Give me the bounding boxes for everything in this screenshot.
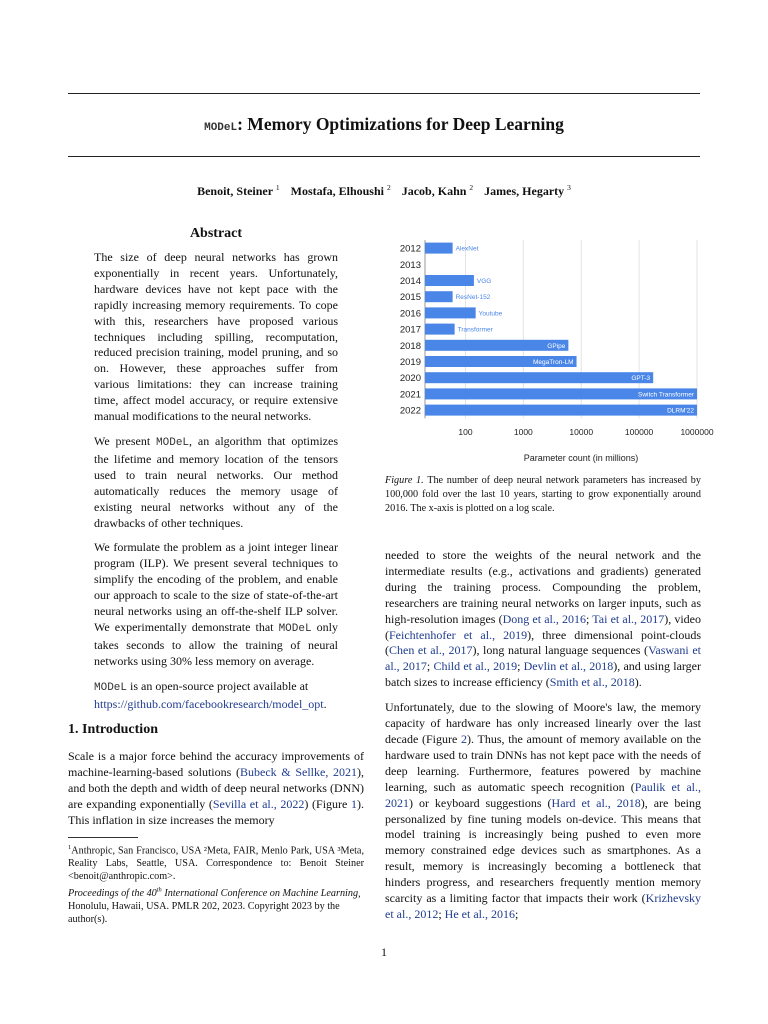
- intro-text: ) (Figure: [304, 796, 351, 811]
- citation-link[interactable]: Devlin et al., 2018: [523, 659, 614, 674]
- x-tick-label: 10000: [569, 427, 594, 438]
- proceedings-edition: 40: [146, 888, 157, 900]
- year-tick-label: 2022: [399, 405, 421, 417]
- citation-link[interactable]: Paulik et al., 2021: [385, 779, 701, 810]
- year-tick-label: 2016: [399, 308, 421, 320]
- year-tick-label: 2020: [399, 373, 421, 385]
- abstract-body: [94, 250, 338, 721]
- abstract-text: We present: [94, 433, 157, 448]
- body-text: ), long natural language sequences (: [472, 643, 649, 658]
- bar: [425, 405, 697, 416]
- intro-text: Scale is a major force behind the accuracy improvements of machine-learning-based solutions (: [68, 749, 364, 779]
- figure-reference-link[interactable]: 1: [350, 796, 357, 811]
- bar-data-label: GPipe: [547, 342, 566, 350]
- citation-link[interactable]: Bubeck & Sellke, 2021: [239, 764, 358, 779]
- author: [402, 184, 473, 198]
- year-tick-label: 2017: [399, 324, 421, 336]
- body-text: Unfortunately, due to the slowing of Moore's law, the memory capacity of hardware has only increased linearly over the last decade (Figure: [385, 700, 701, 746]
- author-affiliation-mark: 2: [469, 183, 474, 192]
- bar: [425, 243, 453, 254]
- abstract-heading: Abstract: [189, 226, 243, 241]
- author-affiliation-mark: 3: [567, 183, 571, 192]
- right-column-body: [385, 548, 701, 932]
- author: [197, 184, 280, 198]
- figure-caption: [385, 474, 701, 516]
- citation-link[interactable]: Smith et al., 2018: [549, 675, 635, 690]
- citation-link[interactable]: Vaswani et al., 2017: [385, 643, 701, 674]
- body-text: ;: [586, 611, 593, 626]
- method-name: MODeL: [278, 622, 312, 635]
- body-text: ;: [514, 906, 519, 921]
- bar-data-label: MegaTron-LM: [532, 359, 574, 366]
- citation-link[interactable]: Feichtenhofer et al., 2019: [389, 627, 528, 642]
- top-rule: [68, 93, 700, 94]
- abstract-paragraph: [94, 540, 338, 669]
- footnote-affiliations: [68, 841, 364, 883]
- body-text: ), are being personalized by fine tuning models on-device. This means that model training is increasingly being pushed to even more memory constrained edge devices such as smartphones. As a result, memory is increasingly becoming a bottleneck that hinders progress, and researchers frequently mention memory scarcity as a limiting factor that impacts their work (: [385, 795, 702, 906]
- parameter-count-chart: [385, 238, 714, 468]
- x-tick-label: 100: [458, 427, 473, 438]
- intro-body: [68, 749, 364, 838]
- abstract-text: only takes seconds to allow the training of neural networks using 30% less memory on average.: [94, 619, 338, 668]
- proceedings-edition-suffix: th: [156, 887, 162, 894]
- abstract-text: The size of deep neural networks has grown exponentially in recent years. Unfortunately, hardware devices have not kept pace with the rapidly increasing memory requirements. To cope with this, researchers have proposed various techniques including spilling, recomputation, reduced precision training, model pruning, and so on. However, these approaches suffer from various limitations: they can increase training time, affect model accuracy, or require extensive manual modifications to the neural networks.: [94, 250, 338, 424]
- body-text: ;: [426, 659, 434, 674]
- bar: [425, 291, 453, 302]
- author-name: Mostafa, Elhoushi: [290, 184, 384, 198]
- abstract-text: We formulate the problem as a joint integer linear program (ILP). We present several techniques to simplify the encoding of the problem, and enable our approach to scale to the size of state-of-the-art neural networks using an off-the-shelf ILP solver. We experimentally demonstrate that: [94, 540, 338, 634]
- abstract-text: , an algorithm that optimizes the lifetime and memory location of the tensors used to train neural networks. Our method automatically reduces the memory usage of existing neural networks without any of the drawbacks of other techniques.: [94, 433, 339, 530]
- x-axis-label: Parameter count (in millions): [523, 453, 639, 464]
- bar-data-label: VGG: [476, 278, 492, 285]
- citation-link[interactable]: Child et al., 2019: [433, 659, 518, 674]
- citation-link[interactable]: Hard et al., 2018: [551, 795, 641, 810]
- year-tick-label: 2019: [399, 357, 421, 368]
- caption-text: The number of deep neural network parameters has increased by 100,000 fold over the last 10 years, starting to grow exponentially around 2016. The x-axis is plotted on a log scale.: [385, 475, 701, 514]
- year-tick-label: 2021: [399, 389, 421, 401]
- author: [484, 184, 571, 198]
- abstract-paragraph: [94, 434, 338, 531]
- body-text: ) or keyboard suggestions (: [409, 795, 552, 810]
- github-link[interactable]: https://github.com/facebookresearch/model_opt: [94, 696, 324, 711]
- proceedings-text: International Conference on Machine Learning: [161, 888, 359, 900]
- bar-data-label: ResNet-152: [455, 294, 491, 302]
- bar: [425, 372, 653, 383]
- citation-link[interactable]: Chen et al., 2017: [389, 643, 473, 658]
- body-paragraph: [385, 548, 701, 691]
- year-tick-label: 2013: [399, 259, 421, 271]
- body-text: ). Thus, the amount of memory available on the hardware used to train DNNs has not kept pace with the needs of deep learning. Furthermore, features powered by machine learning, such as automatic speech recognition (: [385, 731, 701, 794]
- author-name: Jacob, Kahn: [401, 184, 467, 198]
- author-name: Benoit, Steiner: [197, 184, 273, 198]
- title-model-name: MODeL: [204, 122, 238, 134]
- year-tick-label: 2015: [399, 292, 421, 304]
- body-text: ).: [634, 675, 642, 690]
- bar-data-label: Transformer: [457, 326, 493, 334]
- method-name: MODeL: [156, 436, 190, 449]
- bar-data-label: Youtube: [478, 310, 503, 318]
- figure-label: Figure 1.: [385, 475, 424, 486]
- citation-link[interactable]: Sevilla et al., 2022: [212, 796, 305, 811]
- year-tick-label: 2014: [399, 276, 421, 287]
- body-paragraph: [385, 700, 701, 923]
- author-affiliation-mark: 2: [386, 183, 391, 192]
- intro-text: ), and both the depth and width of deep neural networks (DNN) are expanding exponentially (: [68, 764, 365, 811]
- body-text: needed to store the weights of the neural network and the intermediate results (e.g., activations and gradients) generated during the training process. Compounding the problem, researchers are training neural networks on larger inputs, such as high-resolution images (: [385, 548, 701, 626]
- bar: [425, 324, 455, 335]
- year-tick-label: 2018: [399, 340, 421, 352]
- citation-link[interactable]: Krizhevsky et al., 2012: [385, 891, 701, 921]
- abstract-paragraph: [94, 250, 338, 425]
- title-bottom-rule: [68, 156, 700, 157]
- author-name: James, Hegarty: [484, 184, 565, 198]
- section-heading-introduction: 1. Introduction: [68, 722, 158, 737]
- abstract-text: .: [323, 696, 327, 711]
- author-affiliation-mark: 1: [275, 183, 280, 192]
- author-list: [68, 183, 700, 199]
- x-tick-label: 1000: [513, 427, 533, 438]
- author: [291, 184, 391, 198]
- footnote-text: Anthropic, San Francisco, USA ²Meta, FAIR, Menlo Park, USA ³Meta, Reality Labs, Seattle, USA. Correspondence to: Benoit Steiner <benoit@anthropic.com>.: [68, 845, 364, 883]
- page-number: 1: [381, 945, 387, 959]
- intro-text: ). This inflation in size increases the memory: [68, 796, 364, 827]
- body-text: ), and using larger batch sizes to increase efficiency (: [385, 659, 701, 690]
- year-tick-label: 2012: [399, 243, 421, 255]
- bar: [425, 275, 474, 286]
- body-text: ;: [438, 906, 445, 921]
- footnote-rule: [68, 837, 138, 838]
- method-name: MODeL: [94, 681, 128, 694]
- footnote-mark: 1: [68, 844, 72, 851]
- abstract-text: is an open-source project available at: [127, 678, 309, 693]
- x-tick-label: 100000: [624, 427, 654, 438]
- proceedings-text: Proceedings of the: [68, 888, 147, 900]
- body-text: ), video (: [385, 611, 702, 642]
- citation-link[interactable]: Dong et al., 2016: [502, 611, 587, 626]
- body-text: ), three dimensional point-clouds (: [385, 627, 701, 658]
- abstract-paragraph: [94, 679, 338, 713]
- citation-link[interactable]: He et al., 2016: [444, 906, 515, 921]
- proceedings-text: , Honolulu, Hawaii, USA. PMLR 202, 2023. Copyright 2023 by the author(s).: [68, 888, 361, 926]
- bar-data-label: AlexNet: [455, 245, 479, 253]
- paper-title: [68, 114, 700, 135]
- citation-link[interactable]: Tai et al., 2017: [592, 611, 665, 626]
- intro-paragraph: [68, 749, 364, 829]
- x-tick-label: 1000000: [680, 427, 714, 438]
- bar-data-label: DLRM'22: [667, 407, 694, 415]
- figure-reference-link[interactable]: 2: [461, 731, 468, 746]
- footnote-proceedings: [68, 884, 364, 926]
- bar-data-label: GPT-3: [631, 375, 651, 383]
- body-text: ;: [517, 659, 524, 674]
- title-text: : Memory Optimizations for Deep Learning: [237, 114, 564, 134]
- bar-data-label: Switch Transformer: [638, 391, 694, 399]
- bar: [425, 307, 476, 318]
